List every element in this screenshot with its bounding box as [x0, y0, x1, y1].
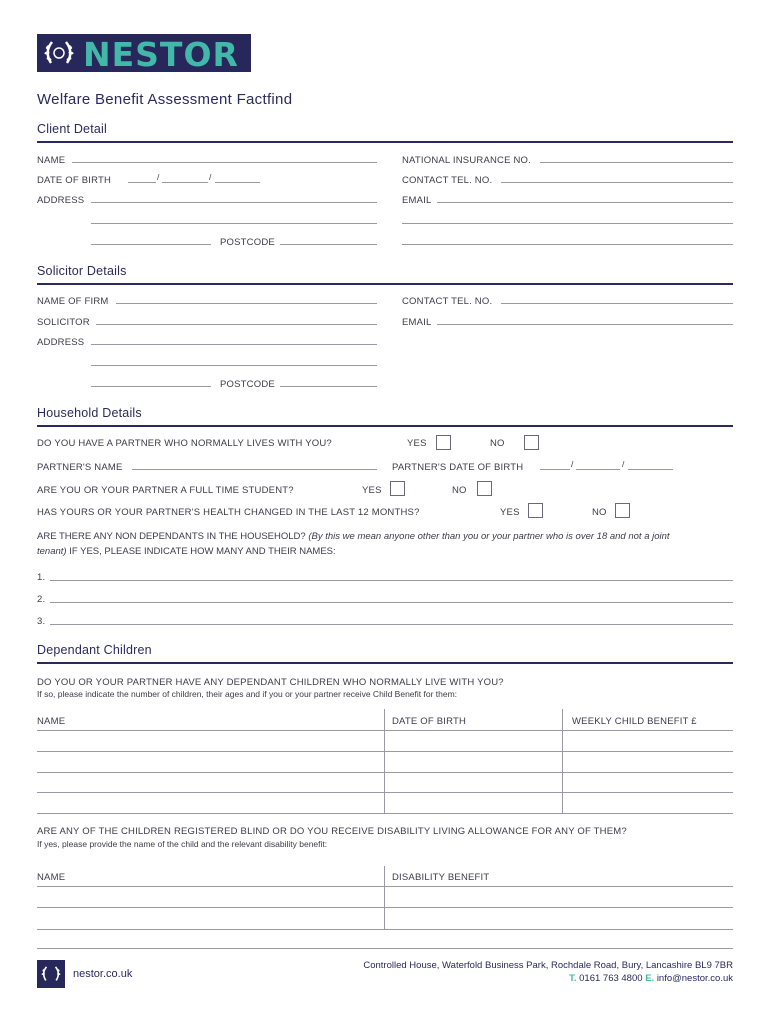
- name-label: NAME: [37, 155, 66, 166]
- solicitor-label: SOLICITOR: [37, 317, 90, 328]
- children-subtext: If so, please indicate the number of children, their ages and if you or your partner receive Child Benefit for them:: [37, 689, 458, 699]
- yes-label: YES: [500, 507, 520, 518]
- footer-contact: [569, 973, 733, 984]
- address-field-3[interactable]: [91, 244, 211, 245]
- table-row[interactable]: [37, 751, 733, 752]
- email-field-2[interactable]: [402, 223, 733, 224]
- partner-name-label: PARTNER'S NAME: [37, 462, 123, 473]
- client-detail-heading: Client Detail: [37, 122, 107, 136]
- health-no-checkbox[interactable]: [615, 503, 630, 518]
- no-label: NO: [490, 438, 505, 449]
- blind-question: ARE ANY OF THE CHILDREN REGISTERED BLIND OR DO YOU RECEIVE DISABILITY LIVING ALLOWANCE FOR ANY OF THEM?: [37, 826, 627, 837]
- nondep-item-2-label: 2.: [37, 594, 46, 605]
- col-benefit-header: WEEKLY CHILD BENEFIT £: [572, 716, 697, 727]
- yes-label: YES: [407, 438, 427, 449]
- nestor-logo: [37, 34, 251, 72]
- address-label: ADDRESS: [37, 195, 85, 206]
- footer-logo: [37, 960, 65, 988]
- footer-divider: [37, 948, 733, 949]
- student-no-checkbox[interactable]: [477, 481, 492, 496]
- slash: /: [157, 172, 160, 182]
- dob-day-field[interactable]: [128, 182, 156, 183]
- dob-year-field[interactable]: [215, 182, 260, 183]
- col-dob-header: DATE OF BIRTH: [392, 716, 467, 727]
- solicitor-field[interactable]: [96, 324, 377, 325]
- laurel-icon: [42, 38, 76, 68]
- firm-label: NAME OF FIRM: [37, 296, 109, 307]
- sol-email-field[interactable]: [437, 324, 733, 325]
- nondep-item-2-field[interactable]: [50, 602, 733, 603]
- student-question: ARE YOU OR YOUR PARTNER A FULL TIME STUDENT?: [37, 485, 294, 496]
- email-field[interactable]: [437, 202, 733, 203]
- sol-contact-field[interactable]: [501, 303, 733, 304]
- table-row[interactable]: [37, 792, 733, 793]
- nondep-item-3-label: 3.: [37, 616, 46, 627]
- divider: [37, 425, 733, 427]
- footer-site-link[interactable]: nestor.co.uk: [73, 968, 133, 980]
- children-heading: Dependant Children: [37, 643, 152, 657]
- partner-question: DO YOU HAVE A PARTNER WHO NORMALLY LIVES WITH YOU?: [37, 438, 332, 449]
- divider: [37, 662, 733, 664]
- sol-postcode-field[interactable]: [280, 386, 377, 387]
- laurel-icon: [40, 963, 62, 985]
- table-row[interactable]: [37, 772, 733, 773]
- address-field-1[interactable]: [91, 202, 377, 203]
- contact-field[interactable]: [501, 182, 733, 183]
- no-label: NO: [452, 485, 467, 496]
- partner-dob-month[interactable]: [576, 469, 620, 470]
- footer-address: Controlled House, Waterfold Business Park, Rochdale Road, Bury, Lancashire BL9 7BR: [363, 960, 733, 971]
- table-col-divider: [562, 709, 563, 813]
- sol-address-field-1[interactable]: [91, 344, 377, 345]
- phone-prefix: T.: [569, 973, 577, 984]
- partner-dob-year[interactable]: [628, 469, 673, 470]
- firm-field[interactable]: [116, 303, 377, 304]
- ni-field[interactable]: [540, 162, 733, 163]
- name-field[interactable]: [72, 162, 377, 163]
- contact-label: CONTACT TEL. NO.: [402, 175, 493, 186]
- nondep-item-1-label: 1.: [37, 572, 46, 583]
- yes-label: YES: [362, 485, 382, 496]
- email-label: EMAIL: [402, 195, 432, 206]
- sol-contact-label: CONTACT TEL. NO.: [402, 296, 493, 307]
- partner-dob-label: PARTNER'S DATE OF BIRTH: [392, 462, 524, 473]
- table-row[interactable]: [37, 929, 733, 930]
- extra-field[interactable]: [402, 244, 733, 245]
- blind-subtext: If yes, please provide the name of the child and the relevant disability benefit:: [37, 839, 328, 849]
- partner-no-checkbox[interactable]: [524, 435, 539, 450]
- col-name2-header: NAME: [37, 872, 66, 883]
- partner-yes-checkbox[interactable]: [436, 435, 451, 450]
- sol-address-field-2[interactable]: [91, 365, 377, 366]
- footer-phone: 0161 763 4800: [579, 973, 643, 984]
- slash: /: [209, 172, 212, 182]
- footer-email[interactable]: info@nestor.co.uk: [656, 973, 733, 984]
- table-col-divider: [384, 709, 385, 813]
- health-question: HAS YOURS OR YOUR PARTNER'S HEALTH CHANGED IN THE LAST 12 MONTHS?: [37, 507, 420, 518]
- student-yes-checkbox[interactable]: [390, 481, 405, 496]
- email-prefix: E.: [645, 973, 655, 984]
- sol-address-field-3[interactable]: [91, 386, 211, 387]
- divider: [37, 283, 733, 285]
- table-row[interactable]: [37, 907, 733, 908]
- logo-wordmark: NESTOR: [83, 35, 239, 74]
- nondep-item-3-field[interactable]: [50, 624, 733, 625]
- no-label: NO: [592, 507, 607, 518]
- nondep-item-1-field[interactable]: [50, 580, 733, 581]
- address-field-2[interactable]: [91, 223, 377, 224]
- col-name-header: NAME: [37, 716, 66, 727]
- health-yes-checkbox[interactable]: [528, 503, 543, 518]
- dob-label: DATE OF BIRTH: [37, 175, 112, 186]
- table-row[interactable]: [37, 886, 733, 887]
- slash: /: [622, 459, 625, 469]
- children-question: DO YOU OR YOUR PARTNER HAVE ANY DEPENDANT CHILDREN WHO NORMALLY LIVE WITH YOU?: [37, 677, 504, 688]
- partner-dob-day[interactable]: [540, 469, 570, 470]
- sol-email-label: EMAIL: [402, 317, 432, 328]
- postcode-field[interactable]: [280, 244, 377, 245]
- table-col-divider: [384, 866, 385, 930]
- divider: [37, 141, 733, 143]
- col-disability-header: DISABILITY BENEFIT: [392, 872, 490, 883]
- table-row[interactable]: [37, 813, 733, 814]
- postcode-label: POSTCODE: [220, 237, 275, 248]
- page-title: Welfare Benefit Assessment Factfind: [37, 91, 293, 108]
- solicitor-heading: Solicitor Details: [37, 264, 127, 278]
- non-dependants-question: ARE THERE ANY NON DEPENDANTS IN THE HOUSEHOLD? (By this we mean anyone other than you or your partner who is over 18 and not a joint tenant) IF YES, PLEASE INDICATE HOW MANY AND THEIR NAMES:: [37, 531, 670, 557]
- household-heading: Household Details: [37, 406, 142, 420]
- dob-month-field[interactable]: [162, 182, 208, 183]
- sol-address-label: ADDRESS: [37, 337, 85, 348]
- slash: /: [571, 459, 574, 469]
- partner-name-field[interactable]: [132, 469, 377, 470]
- table-row[interactable]: [37, 730, 733, 731]
- sol-postcode-label: POSTCODE: [220, 379, 275, 390]
- ni-label: NATIONAL INSURANCE NO.: [402, 155, 531, 166]
